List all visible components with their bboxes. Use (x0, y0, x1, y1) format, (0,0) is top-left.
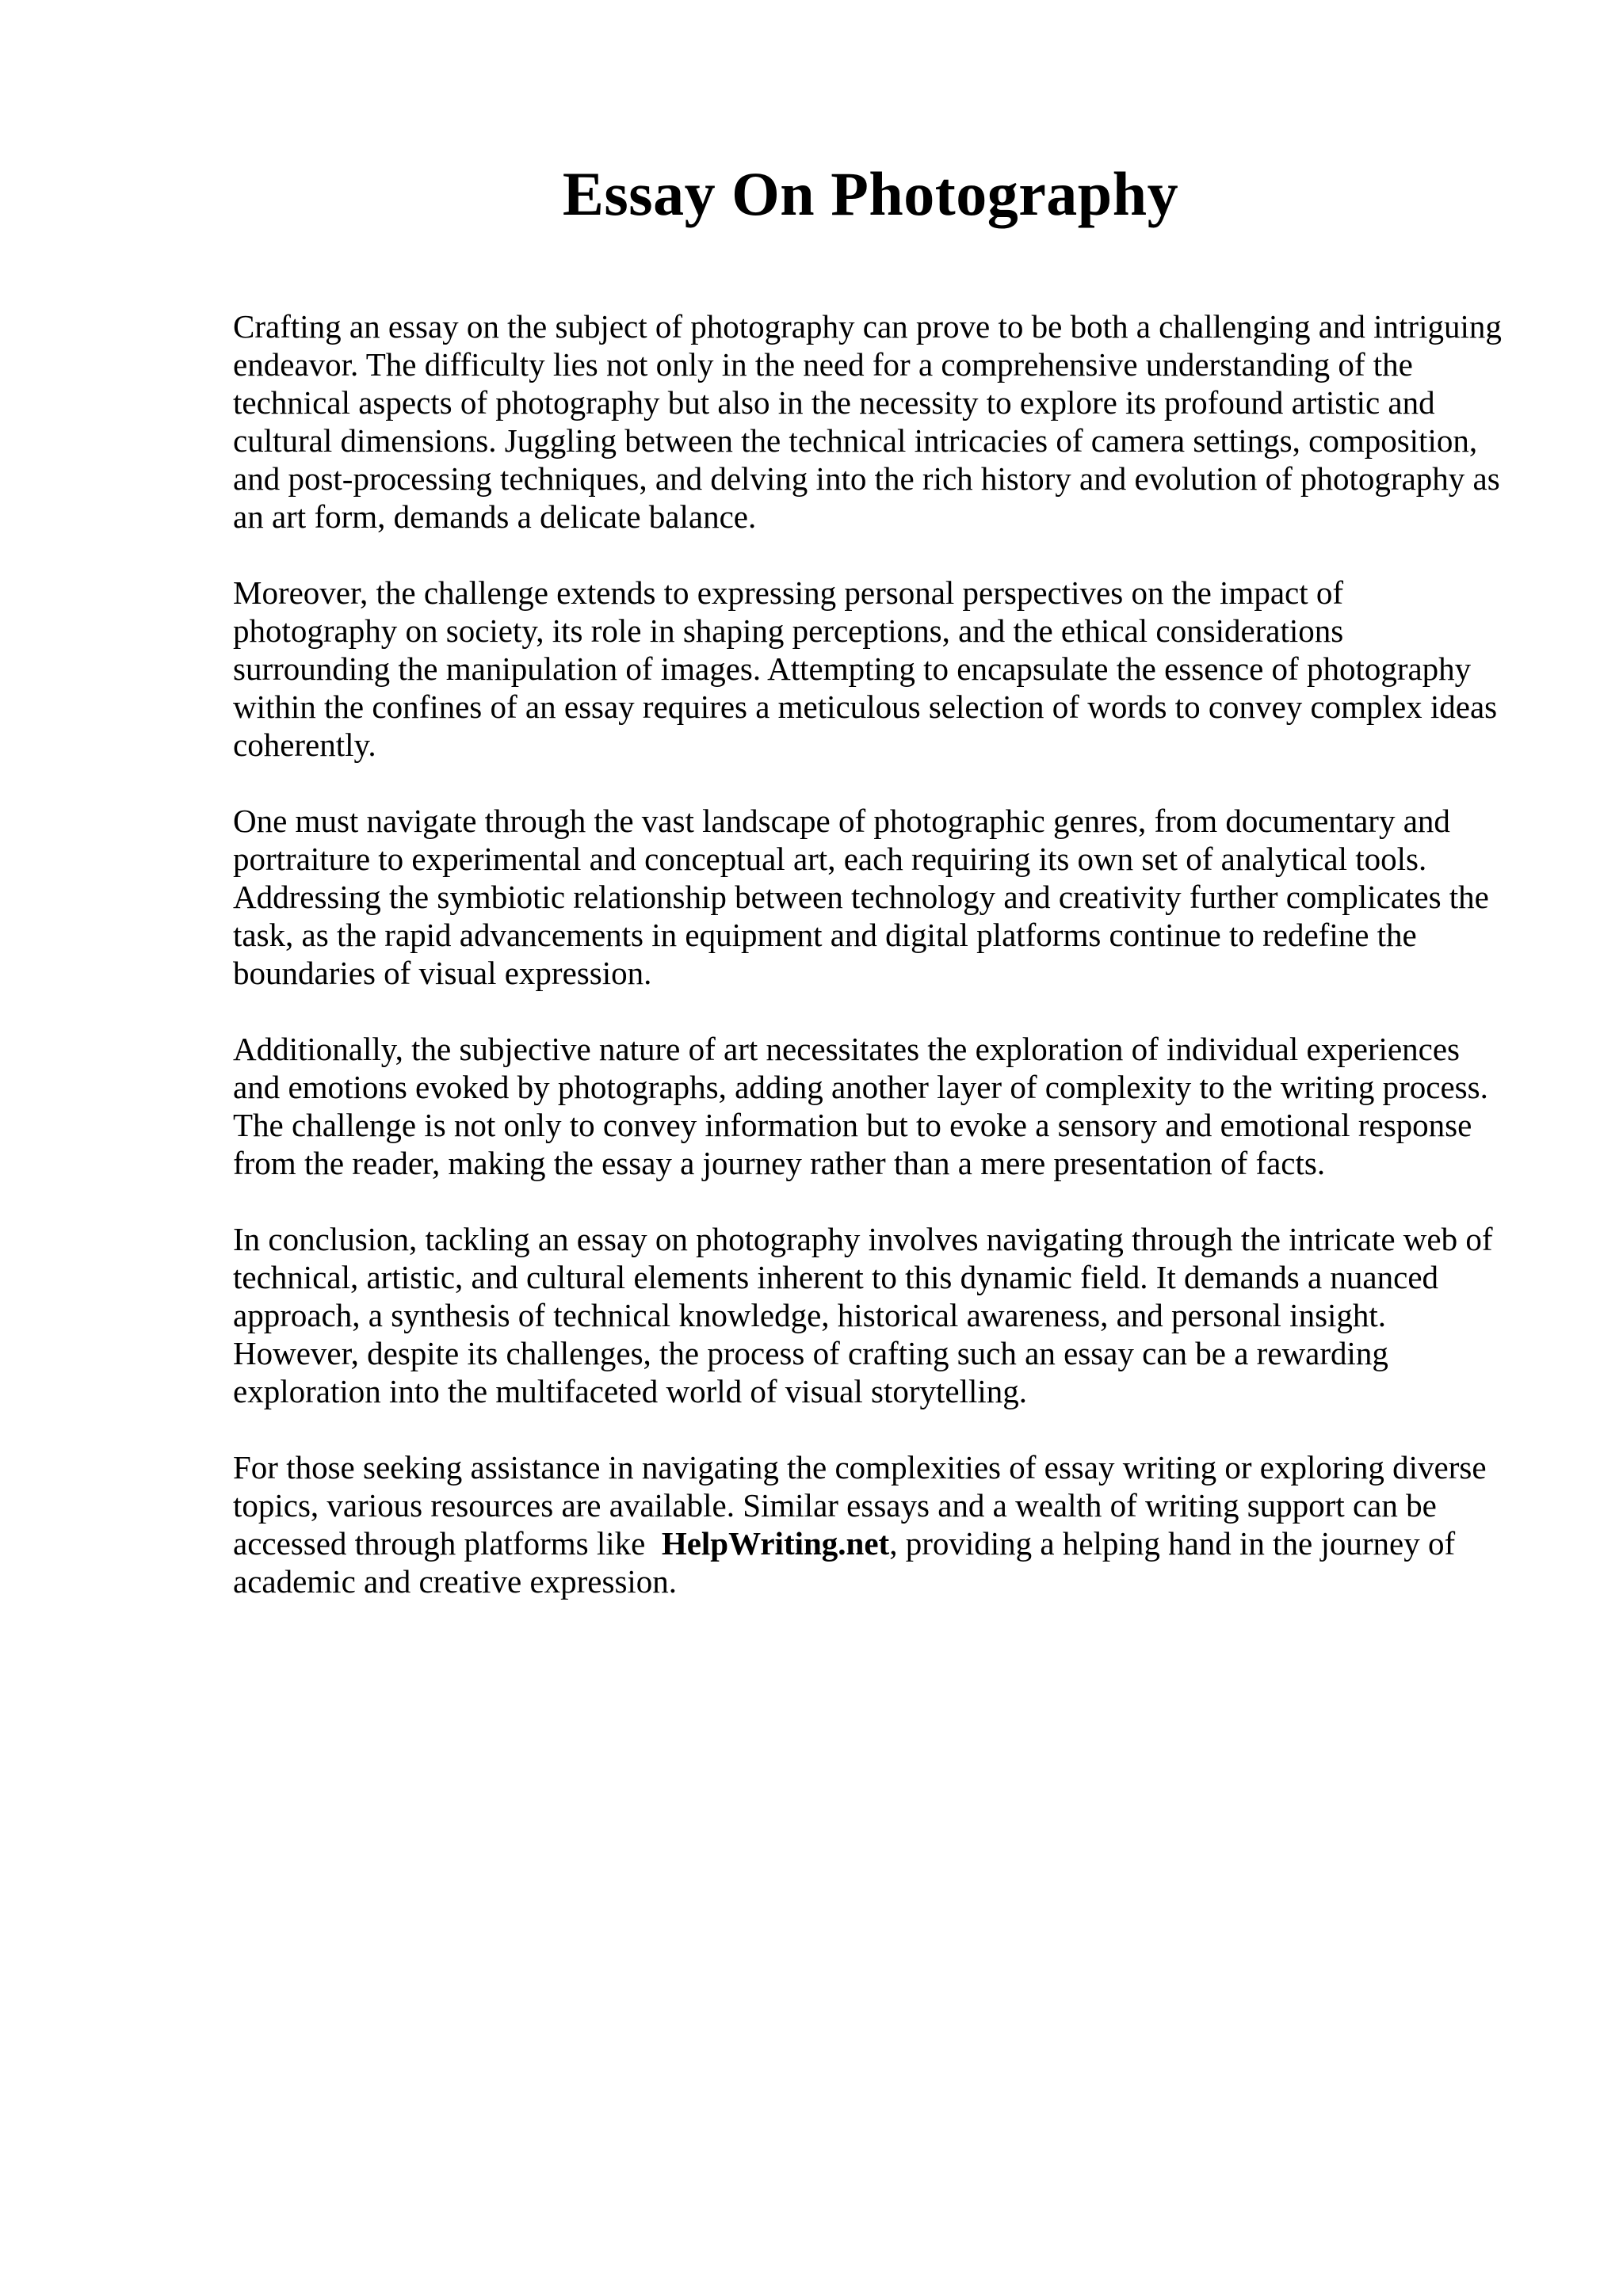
essay-paragraph-1: Crafting an essay on the subject of photography can prove to be both a challenging and intriguing endeavor. The difficulty lies not only in the need for a comprehensive understanding of the technical aspects of photography but also in the necessity to explore its profound artistic and cultural dimensions. Juggling between the technical intricacies of camera settings, composition, and post-processing techniques, and delving into the rich history and evolution of photography as an art form, demands a delicate balance. (233, 308, 1502, 535)
essay-body (233, 307, 1508, 1600)
essay-paragraph-3: One must navigate through the vast landscape of photographic genres, from documentary and portraiture to experimental and conceptual art, each requiring its own set of analytical tools. Addressing the symbiotic relationship between technology and creativity further complicates the task, as the rapid advancements in equipment and digital platforms continue to redefine the boundaries of visual expression. (233, 803, 1489, 991)
page-title: Essay On Photography (562, 159, 1179, 228)
helpwriting-net-link[interactable]: HelpWriting.net (661, 1525, 890, 1562)
essay-paragraph-5: In conclusion, tackling an essay on photography involves navigating through the intricate web of technical, artistic, and cultural elements inherent to this dynamic field. It demands a nuanced approach, a synthesis of technical knowledge, historical awareness, and personal insight. However, despite its challenges, the process of crafting such an essay can be a rewarding exploration into the multifaceted world of visual storytelling. (233, 1221, 1493, 1409)
paragraph-text-before-link: For those seeking assistance in navigating the complexities of essay writing or exploring diverse topics, various resources are available. Similar essays and a wealth of writing support can be accessed through platforms like (233, 1449, 1487, 1562)
essay-paragraph-4: Additionally, the subjective nature of art necessitates the exploration of individual experiences and emotions evoked by photographs, adding another layer of complexity to the writing process. The challenge is not only to convey information but to evoke a sensory and emotional response from the reader, making the essay a journey rather than a mere presentation of facts. (233, 1031, 1488, 1181)
essay-paragraph-6 (233, 1448, 1508, 1600)
paragraph-text-after-link: , providing a helping hand in the journey of academic and creative expression. (233, 1525, 1456, 1600)
essay-paragraph-2: Moreover, the challenge extends to expressing personal perspectives on the impact of photography on society, its role in shaping perceptions, and the ethical considerations surrounding the manipulation of images. Attempting to encapsulate the essence of photography within the confines of an essay requires a meticulous selection of words to convey complex ideas coherently. (233, 574, 1498, 763)
